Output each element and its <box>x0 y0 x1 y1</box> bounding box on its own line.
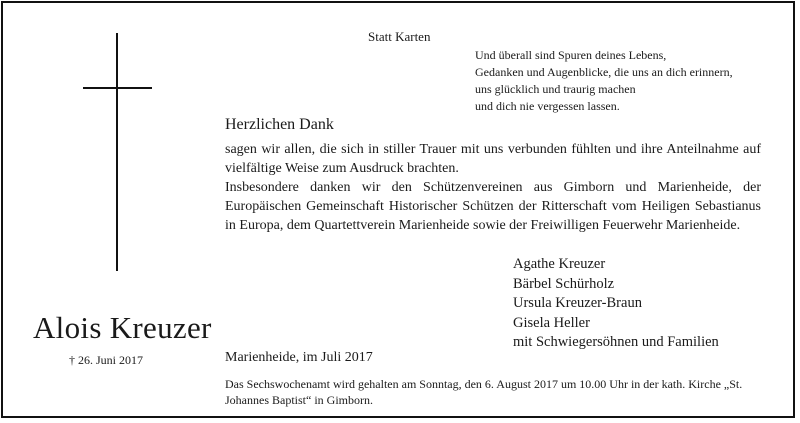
cross-icon-vertical <box>116 33 118 271</box>
signer: Ursula Kreuzer-Braun <box>513 295 642 311</box>
deceased-name: Alois Kreuzer <box>33 310 212 345</box>
thanks-paragraph-2: Insbesondere danken wir den Schützenvereinen aus Gimborn und Marienheide, der Europäischen Gemeinschaft Historischer Schützen der Ritterschaft vom Heiligen Sebastianus in Europa, dem Quartettverein Marienheide sowie der Freiwilligen Feuerwehr Marienheide. <box>225 180 761 233</box>
poem-line: Und überall sind Spuren deines Lebens, <box>475 48 667 62</box>
obituary-card <box>1 1 795 418</box>
death-date: † 26. Juni 2017 <box>69 353 144 367</box>
memorial-service-notice: Das Sechswochenamt wird gehalten am Sonntag, den 6. August 2017 um 10.00 Uhr in der kath. Kirche „St. Johannes Baptist“ in Gimborn. <box>225 377 743 407</box>
signer: mit Schwiegersöhnen und Familien <box>513 334 719 350</box>
poem-line: uns glücklich und traurig machen <box>475 82 636 96</box>
signer: Gisela Heller <box>513 314 590 331</box>
signer: Agathe Kreuzer <box>513 256 606 272</box>
poem <box>475 47 733 115</box>
poem-line: Gedanken und Augenblicke, die uns an dich erinnern, <box>475 65 733 79</box>
place-date: Marienheide, im Juli 2017 <box>225 350 373 365</box>
thanks-title: Herzlichen Dank <box>225 116 334 133</box>
signers-list <box>513 255 719 353</box>
poem-line: und dich nie vergessen lassen. <box>475 99 620 113</box>
cross-icon-horizontal <box>83 87 152 89</box>
signer: Bärbel Schürholz <box>513 275 615 292</box>
thanks-paragraph-1: sagen wir allen, die sich in stiller Trauer mit uns verbunden fühlten und ihre Anteilnahme auf vielfältige Weise zum Ausdruck brachten. <box>225 142 761 176</box>
statt-karten-label: Statt Karten <box>368 29 431 44</box>
